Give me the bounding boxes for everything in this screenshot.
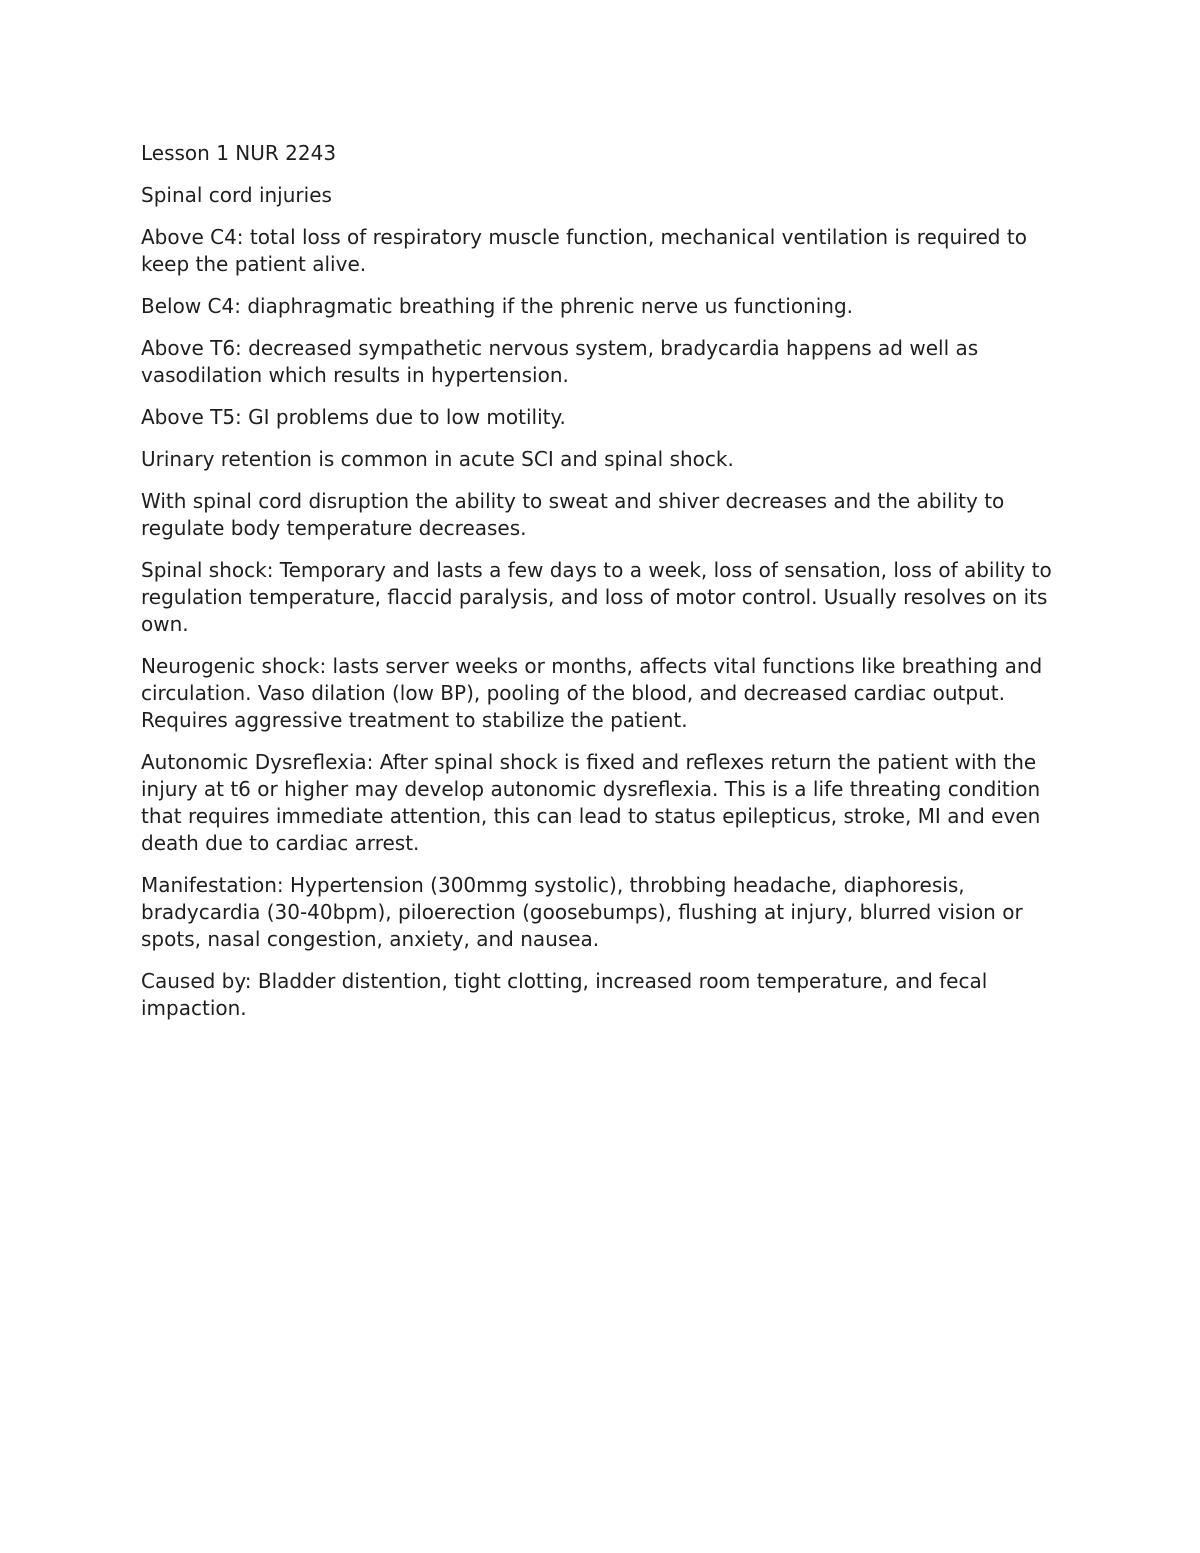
paragraph-autonomic-dysreflexia: Autonomic Dysreflexia: After spinal shock is fixed and reflexes return the patient with the injury at t6 or higher may develop autonomic dysreflexia. This is a life threating condition that requires immediate attention, this can lead to status epilepticus, stroke, MI and even death due to cardiac arrest. [141,750,1041,855]
paragraph-temperature-regulation: With spinal cord disruption the ability to sweat and shiver decreases and the ability to regulate body temperature decreases. [141,489,1005,540]
paragraph-urinary-retention: Urinary retention is common in acute SCI and spinal shock. [141,447,734,471]
paragraph-below-c4: Below C4: diaphragmatic breathing if the phrenic nerve us functioning. [141,294,854,318]
section-heading: Spinal cord injuries [141,183,332,207]
paragraph-above-t6: Above T6: decreased sympathetic nervous system, bradycardia happens ad well as vasodilation which results in hypertension. [141,336,979,387]
document-body [141,140,1066,1037]
paragraph-caused-by: Caused by: Bladder distention, tight clotting, increased room temperature, and fecal impaction. [141,969,988,1020]
paragraph-neurogenic-shock: Neurogenic shock: lasts server weeks or months, affects vital functions like breathing and circulation. Vaso dilation (low BP), pooling of the blood, and decreased cardiac output. Requires aggressive treatment to stabilize the patient. [141,654,1043,732]
paragraph-spinal-shock: Spinal shock: Temporary and lasts a few days to a week, loss of sensation, loss of ability to regulation temperature, flaccid paralysis, and loss of motor control. Usually resolves on its own. [141,558,1052,636]
paragraph-above-c4: Above C4: total loss of respiratory muscle function, mechanical ventilation is required to keep the patient alive. [141,225,1027,276]
paragraph-manifestation: Manifestation: Hypertension (300mmg systolic), throbbing headache, diaphoresis, bradycardia (30-40bpm), piloerection (goosebumps), flushing at injury, blurred vision or spots, nasal congestion, anxiety, and nausea. [141,873,1023,951]
lesson-title: Lesson 1 NUR 2243 [141,141,337,165]
paragraph-above-t5: Above T5: GI problems due to low motility. [141,405,566,429]
